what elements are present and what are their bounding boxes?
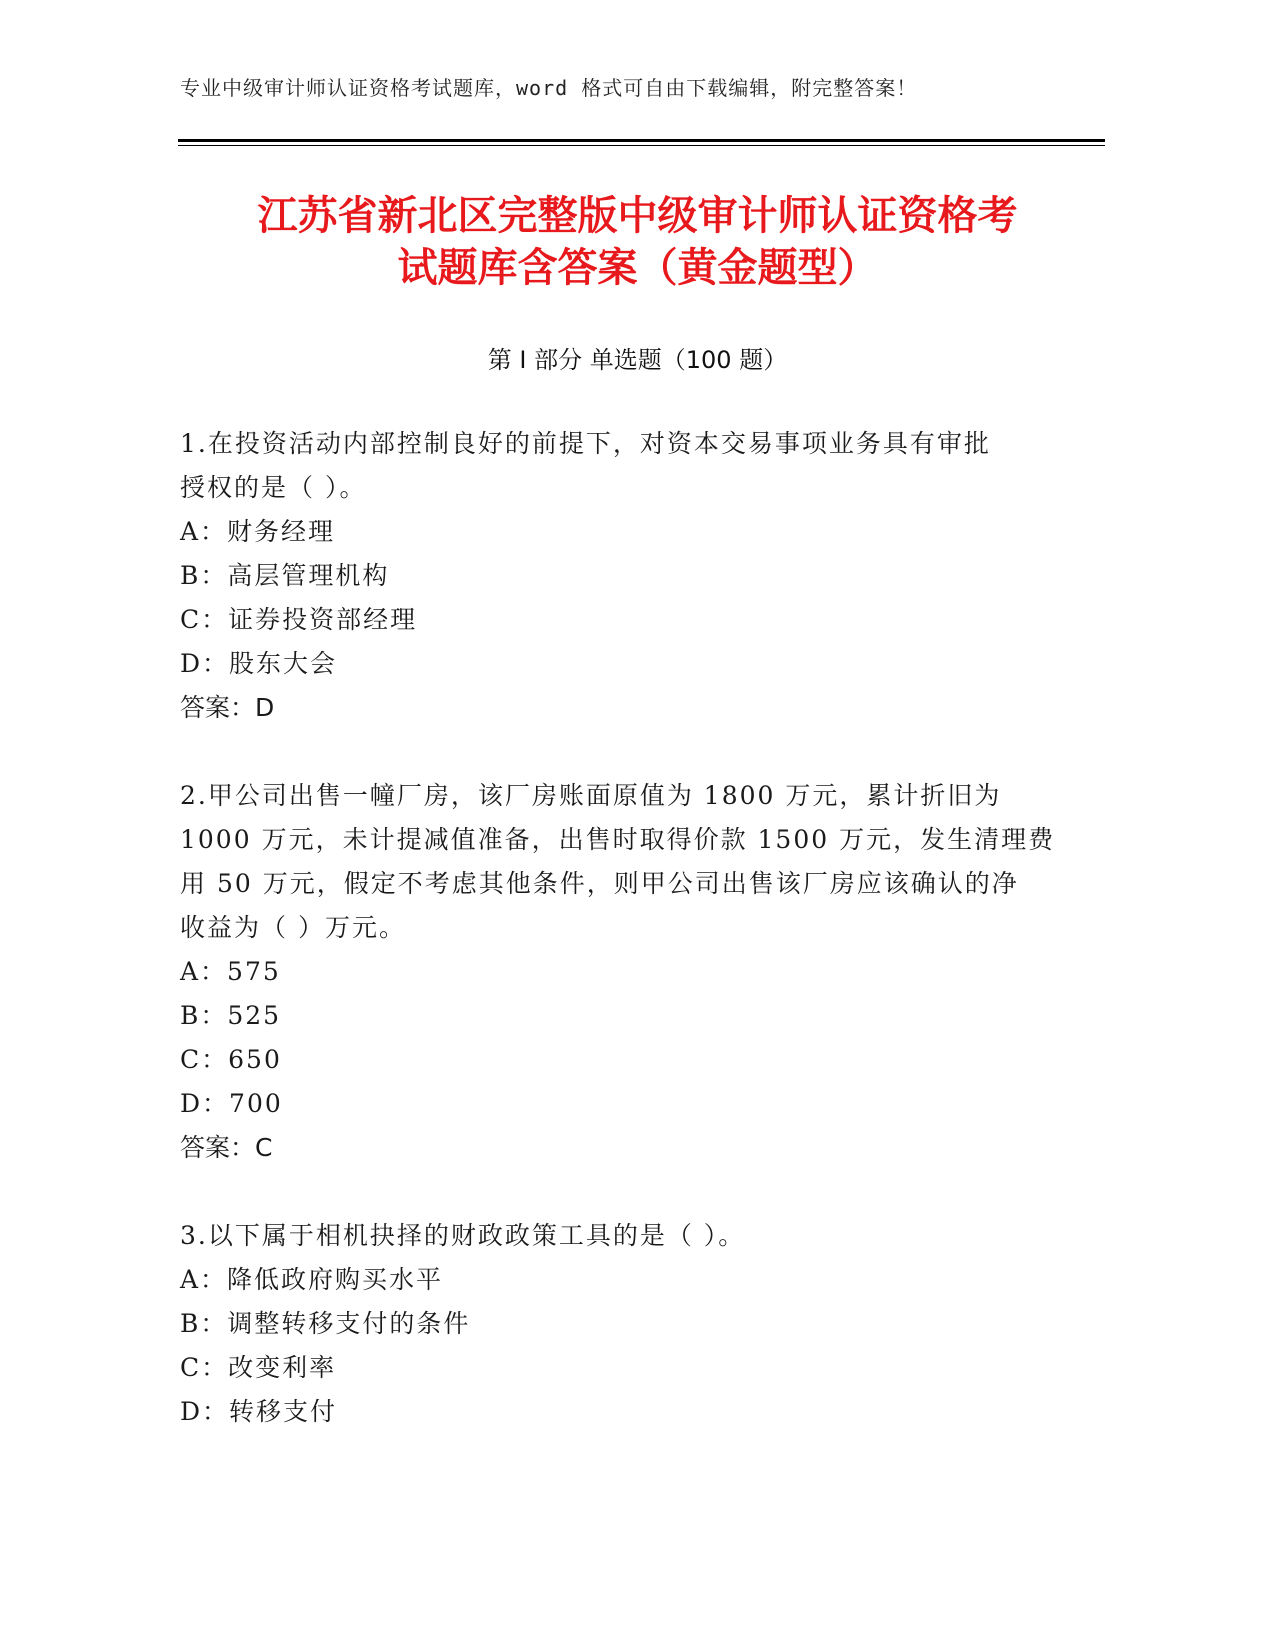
title-line-2: 试题库含答案（黄金题型）	[397, 245, 878, 291]
stem-line: 1.在投资活动内部控制良好的前提下，对资本交易事项业务具有审批	[180, 429, 991, 458]
option-b: B：调整转移支付的条件	[180, 1309, 471, 1338]
stem-line: 授权的是（ ）。	[180, 473, 367, 502]
option-d: D：股东大会	[180, 649, 338, 678]
option-b: B：525	[180, 1001, 282, 1030]
question-stem	[180, 1214, 1060, 1258]
answer-line: 答案：C	[180, 1133, 273, 1162]
header-rule-thick	[178, 139, 1105, 142]
header-rule-thin	[178, 145, 1105, 146]
question-3	[180, 1214, 1060, 1434]
stem-line: 2.甲公司出售一幢厂房，该厂房账面原值为 1800 万元，累计折旧为	[180, 781, 1002, 810]
title-line-1: 江苏省新北区完整版中级审计师认证资格考	[257, 193, 1018, 239]
document-title	[150, 190, 1125, 294]
stem-line: 3.以下属于相机抉择的财政政策工具的是（ ）。	[180, 1221, 746, 1250]
option-a: A：财务经理	[180, 517, 336, 546]
option-a: A：降低政府购买水平	[180, 1265, 444, 1294]
header-note: 专业中级审计师认证资格考试题库，word 格式可自由下载编辑，附完整答案！	[180, 76, 918, 100]
option-c: C：改变利率	[180, 1353, 337, 1382]
option-a: A：575	[180, 957, 281, 986]
question-1	[180, 422, 1060, 730]
section-heading: 第 I 部分 单选题（100 题）	[487, 346, 788, 374]
question-list	[180, 422, 1060, 1478]
question-2	[180, 774, 1060, 1170]
option-c: C：650	[180, 1045, 282, 1074]
option-d: D：转移支付	[180, 1397, 338, 1426]
question-stem	[180, 774, 1060, 950]
option-d: D：700	[180, 1089, 283, 1118]
answer-line: 答案：D	[180, 693, 275, 722]
stem-line: 用 50 万元，假定不考虑其他条件，则甲公司出售该厂房应该确认的净	[180, 869, 1019, 898]
stem-line: 收益为（ ）万元。	[180, 913, 406, 942]
option-b: B：高层管理机构	[180, 561, 390, 590]
stem-line: 1000 万元，未计提减值准备，出售时取得价款 1500 万元，发生清理费	[180, 825, 1056, 854]
option-c: C：证券投资部经理	[180, 605, 418, 634]
question-stem	[180, 422, 1060, 510]
